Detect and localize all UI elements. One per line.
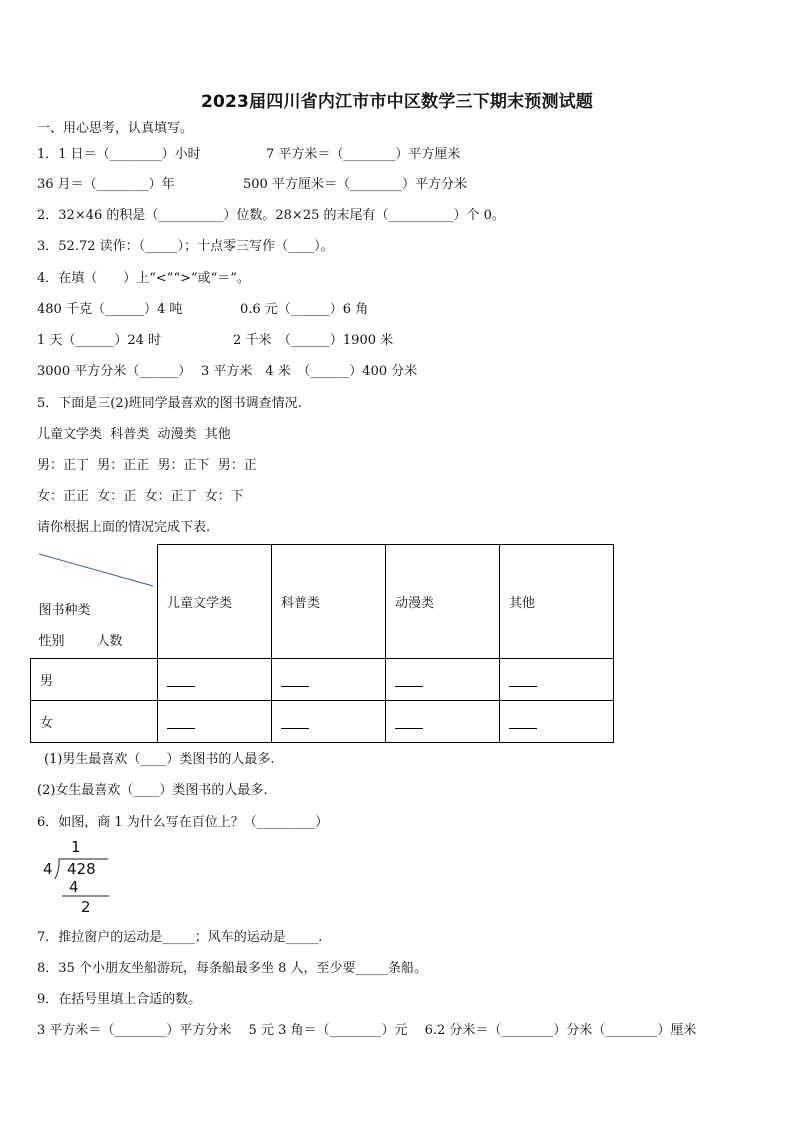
column-header: 其他	[500, 545, 614, 659]
question-1a: 1．1 日＝（________）小时	[37, 147, 201, 162]
column-header: 儿童文学类	[158, 545, 272, 659]
question-4-row1b: 0.6 元（______）6 角	[240, 302, 369, 317]
row-label: 女	[31, 701, 158, 743]
question-5-boys-tally: 男：正丁 男：正正 男：正下 男：正	[37, 458, 257, 473]
question-5-sub2: (2)女生最喜欢（____）类图书的人最多.	[37, 783, 268, 798]
division-dividend: 428	[67, 860, 96, 878]
table-corner-cell	[31, 545, 158, 659]
question-7: 7．推拉窗户的运动是_____；风车的运动是_____.	[37, 930, 323, 945]
corner-label-category: 图书种类	[38, 602, 91, 618]
answer-cell[interactable]	[500, 701, 614, 743]
answer-cell[interactable]	[500, 659, 614, 701]
question-4-row2a: 1 天（______）24 时	[37, 333, 162, 348]
division-divisor: 4	[43, 860, 53, 878]
answer-cell[interactable]	[158, 659, 272, 701]
answer-blank	[395, 716, 423, 729]
long-division-figure	[38, 838, 118, 918]
question-4-row1a: 480 千克（______）4 吨	[37, 302, 183, 317]
question-4-row2b: 2 千米 （______）1900 米	[233, 333, 394, 348]
answer-blank	[167, 716, 195, 729]
answer-cell[interactable]	[272, 701, 386, 743]
question-4: 4．在填（ ）上“<”“>”或“＝”。	[37, 271, 250, 286]
answer-blank	[509, 716, 537, 729]
question-5-girls-tally: 女：正正 女：正 女：正丁 女：下	[37, 489, 244, 504]
answer-blank	[167, 674, 195, 687]
answer-blank	[395, 674, 423, 687]
question-4-row3a: 3000 平方分米（______）	[37, 364, 192, 379]
division-quotient: 1	[71, 838, 81, 856]
division-remainder: 2	[81, 898, 91, 916]
column-header: 科普类	[272, 545, 386, 659]
answer-cell[interactable]	[158, 701, 272, 743]
question-1d: 500 平方厘米＝（________）平方分米	[243, 177, 467, 192]
corner-label-gender: 性别	[38, 633, 65, 649]
question-5-instruction: 请你根据上面的情况完成下表.	[37, 520, 211, 535]
table-row	[31, 659, 614, 701]
answer-cell[interactable]	[272, 659, 386, 701]
column-header: 动漫类	[386, 545, 500, 659]
survey-table	[30, 544, 614, 743]
question-6: 6．如图，商 1 为什么写在百位上？（_________）	[37, 815, 329, 830]
table-header-row	[31, 545, 614, 659]
section-heading: 一、用心思考，认真填写。	[37, 121, 194, 136]
question-9: 9．在括号里填上合适的数。	[37, 992, 202, 1007]
question-5-categories: 儿童文学类 科普类 动漫类 其他	[37, 427, 231, 442]
answer-cell[interactable]	[386, 701, 500, 743]
page-title: 2023届四川省内江市市中区数学三下期末预测试题	[200, 92, 594, 112]
row-label: 男	[31, 659, 158, 701]
answer-blank	[281, 674, 309, 687]
question-2: 2．32×46 的积是（__________）位数。28×25 的末尾有（__________）个 0。	[37, 208, 505, 223]
question-1c: 36 月＝（________）年	[37, 177, 175, 192]
question-5-sub1: (1)男生最喜欢（____）类图书的人最多.	[44, 752, 275, 767]
corner-label-count: 人数	[96, 633, 123, 649]
question-4-row3b: 3 平方米 4 米 （______）400 分米	[201, 364, 418, 379]
answer-blank	[281, 716, 309, 729]
question-5: 5．下面是三(2)班同学最喜欢的图书调查情况.	[37, 396, 302, 411]
question-9-row: 3 平方米＝（________）平方分米 5 元 3 角＝（________）元 6.2 分米＝（________）分米（________）厘米	[37, 1023, 697, 1038]
table-row	[31, 701, 614, 743]
division-subtrahend: 4	[69, 878, 79, 896]
answer-blank	[509, 674, 537, 687]
question-8: 8．35 个小朋友坐船游玩，每条船最多坐 8 人，至少要_____条船。	[37, 961, 427, 976]
question-3: 3．52.72 读作：（_____）；十点零三写作（____）。	[37, 239, 334, 254]
answer-cell[interactable]	[386, 659, 500, 701]
diagonal-line	[39, 552, 154, 588]
question-1b: 7 平方米＝（________）平方厘米	[266, 147, 461, 162]
